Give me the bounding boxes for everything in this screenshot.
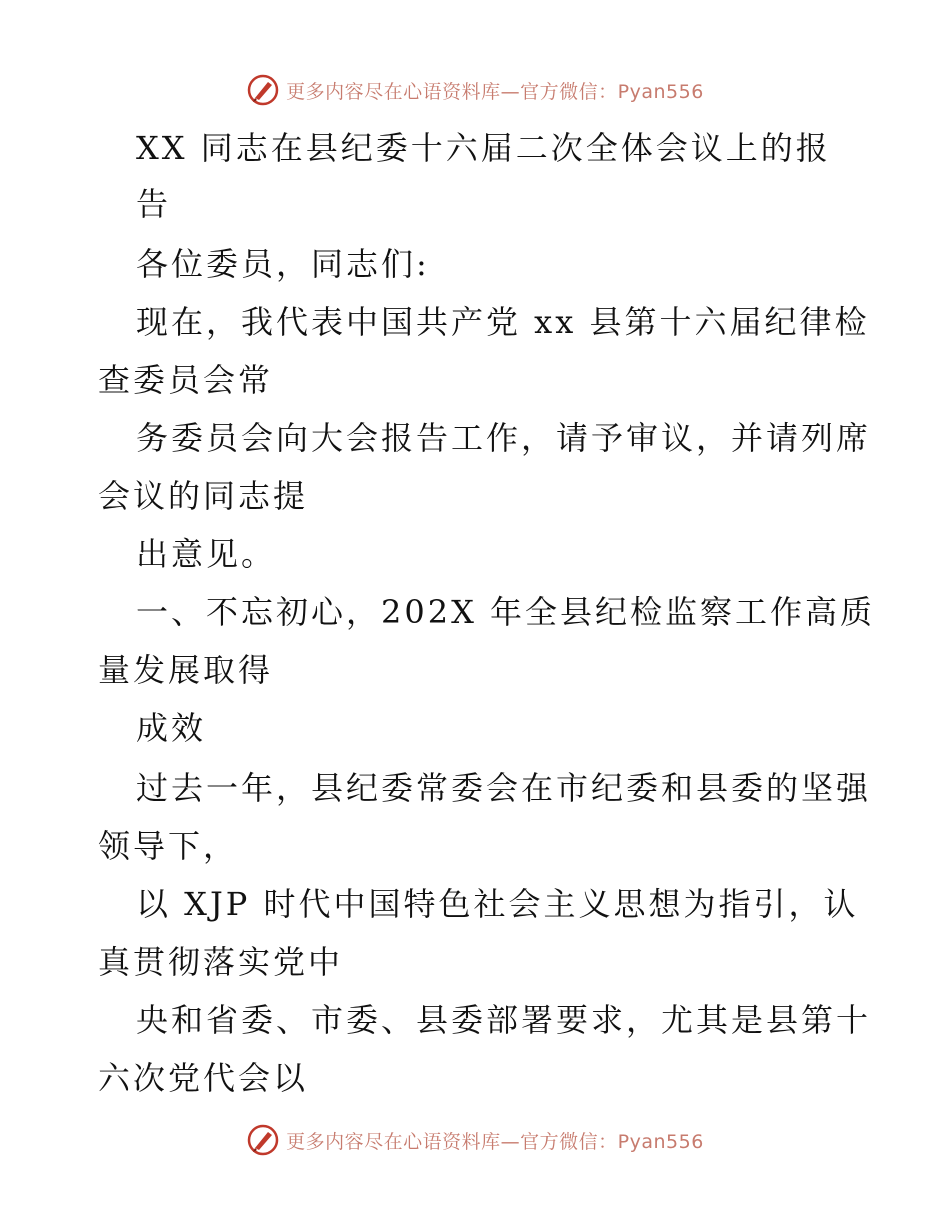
footer-watermark [0,1120,950,1160]
doc-line: 会议的同志提 [98,477,309,515]
doc-line: 一、不忘初心，202X 年全县纪检监察工作高质 [136,593,876,631]
doc-line: 告 [136,185,172,223]
doc-line: XX 同志在县纪委十六届二次全体会议上的报 [136,129,831,167]
header-watermark [0,70,950,110]
doc-line: 各位委员，同志们: [136,245,430,283]
doc-line: 现在，我代表中国共产党 xx 县第十六届纪律检 [136,303,870,341]
quill-pen-logo-icon [246,73,280,107]
doc-line: 央和省委、市委、县委部署要求，尤其是县第十 [136,1001,872,1039]
watermark-text: 更多内容尽在心语资料库—官方微信：Pyan556 [286,1130,704,1153]
doc-line: 过去一年，县纪委常委会在市纪委和县委的坚强 [136,769,872,807]
doc-line: 领导下， [98,827,239,865]
doc-line: 成效 [136,709,207,747]
doc-line: 六次党代会以 [98,1059,309,1097]
doc-line: 量发展取得 [98,651,274,689]
doc-line: 出意见。 [136,535,277,573]
quill-pen-logo-icon [246,1123,280,1157]
doc-line: 务委员会向大会报告工作，请予审议，并请列席 [136,419,872,457]
doc-line: 真贯彻落实党中 [98,943,344,981]
doc-line: 以 XJP 时代中国特色社会主义思想为指引，认 [136,885,859,923]
watermark-text: 更多内容尽在心语资料库—官方微信：Pyan556 [286,80,704,103]
doc-line: 查委员会常 [98,361,274,399]
